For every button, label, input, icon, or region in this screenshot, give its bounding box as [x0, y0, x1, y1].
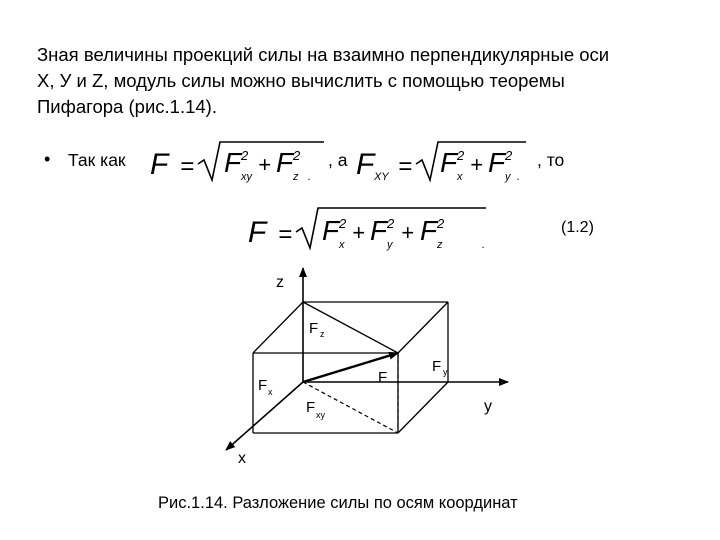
- fz-label: F: [309, 320, 319, 337]
- svg-text:F: F: [488, 147, 506, 178]
- y-axis-label: y: [484, 398, 492, 415]
- fy-label: F: [432, 358, 442, 375]
- x-axis-label: x: [238, 450, 246, 467]
- svg-text:2: 2: [387, 216, 395, 231]
- svg-text:+: +: [470, 152, 483, 177]
- figure-caption: Рис.1.14. Разложение силы по осям координат: [158, 494, 518, 512]
- svg-text:=: =: [180, 153, 195, 180]
- svg-text:.: .: [517, 171, 521, 183]
- svg-text:.: .: [482, 239, 486, 251]
- z-axis-label: z: [276, 274, 284, 291]
- svg-text:.: .: [308, 171, 312, 183]
- svg-text:2: 2: [437, 216, 445, 231]
- svg-text:F: F: [224, 147, 242, 178]
- svg-text:F: F: [420, 215, 438, 246]
- svg-text:z: z: [293, 171, 299, 183]
- fxy-label-subscript: xy: [316, 410, 325, 420]
- svg-text:+: +: [352, 220, 365, 245]
- svg-text:y: y: [387, 239, 393, 251]
- svg-text:F: F: [276, 147, 294, 178]
- svg-text:F: F: [150, 148, 169, 181]
- svg-text:2: 2: [339, 216, 347, 231]
- svg-text:2: 2: [241, 148, 249, 163]
- projection-dashes: [303, 353, 398, 433]
- svg-text:XY: XY: [374, 171, 389, 183]
- bullet-intro-text: Так как: [68, 150, 126, 170]
- svg-text:2: 2: [505, 148, 513, 163]
- fy-label-subscript: y: [443, 367, 448, 377]
- svg-text:x: x: [339, 239, 345, 251]
- svg-text:x: x: [457, 171, 463, 183]
- fx-label: F: [258, 377, 268, 394]
- svg-text:F: F: [248, 216, 267, 249]
- conjunction-to: , то: [537, 150, 565, 170]
- paragraph-line-2: X, У и Z, модуль силы можно вычислить с помощью теоремы: [37, 70, 565, 91]
- svg-text:F: F: [370, 215, 388, 246]
- equation-number: (1.2): [561, 219, 594, 236]
- svg-text:F: F: [440, 147, 458, 178]
- force-label: F: [378, 369, 388, 386]
- bullet-marker: •: [44, 149, 51, 169]
- svg-text:2: 2: [293, 148, 301, 163]
- paragraph-line-1: Зная величины проекций силы на взаимно перпендикулярные оси: [37, 44, 610, 65]
- svg-text:F: F: [322, 215, 340, 246]
- fx-label-subscript: x: [268, 387, 273, 397]
- svg-text:+: +: [258, 152, 271, 177]
- conjunction-a: , а: [328, 150, 348, 170]
- svg-text:xy: xy: [241, 171, 252, 183]
- fxy-label: F: [306, 399, 316, 416]
- fz-label-subscript: z: [320, 329, 325, 339]
- svg-text:2: 2: [457, 148, 465, 163]
- svg-text:=: =: [398, 153, 413, 180]
- svg-text:z: z: [437, 239, 443, 251]
- paragraph-line-3: Пифагора (рис.1.14).: [37, 96, 217, 117]
- svg-text:=: =: [278, 221, 293, 248]
- svg-text:F: F: [356, 148, 375, 181]
- svg-text:y: y: [505, 171, 511, 183]
- svg-text:+: +: [401, 220, 414, 245]
